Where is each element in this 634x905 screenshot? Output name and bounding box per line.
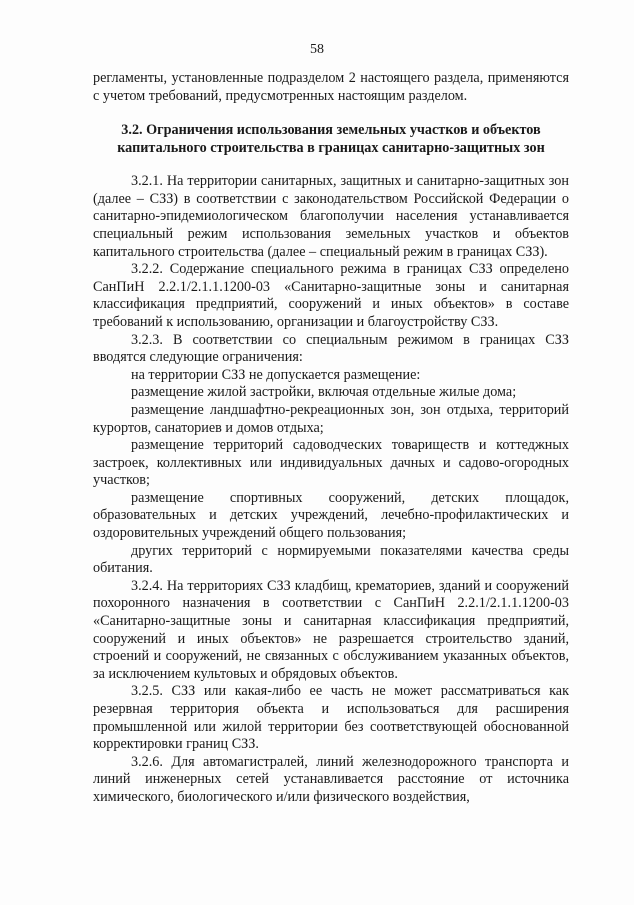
restriction-item: размещение жилой застройки, включая отдельные жилые дома; [131,384,517,401]
paragraph-3-2-4: 3.2.4. На территориях СЗЗ кладбищ, крематориев, зданий и сооружений похоронного назначения в соответствии с СанПиН 2.2.1/2.1.1.1200-03 «Санитарно-защитные зоны и санитарная классификация предприятий, сооружений и иных объектов» не разрешается строительство зданий, строений и сооружений, не связанных с обслуживанием указанных объектов, за исключением культовых и обрядовых объектов. [93,577,569,682]
restriction-item: размещение территорий садоводческих товариществ и коттеджных застроек, коллективных или индивидуальных дачных и садово-огородных участков; [93,437,569,489]
section-heading: 3.2. Ограничения использования земельных участков и объектов капитального строительства в границах санитарно-защитных зон [117,122,545,157]
restriction-item: размещение ландшафтно-рекреационных зон, зон отдыха, территорий курортов, санаториев и домов отдыха; [93,401,569,436]
paragraph-3-2-3: 3.2.3. В соответствии со специальным режимом в границах СЗЗ вводятся следующие ограничения: [93,331,569,366]
restriction-item: других территорий с нормируемыми показателями качества среды обитания. [93,542,569,577]
restriction-item: размещение спортивных сооружений, детских площадок, образовательных и детских учреждений, лечебно-профилактических и оздоровительных учреждений общего пользования; [93,489,569,542]
restriction-intro: на территории СЗЗ не допускается размещение: [131,366,421,383]
paragraph-3-2-2: 3.2.2. Содержание специального режима в границах СЗЗ определено СанПиН 2.2.1/2.1.1.1200-03 «Санитарно-защитные зоны и санитарная классификация предприятий, сооружений и иных объектов» в составе требований к использованию, организации и благоустройству СЗЗ. [93,261,569,330]
paragraph-3-2-1: 3.2.1. На территории санитарных, защитных и санитарно-защитных зон (далее – СЗЗ) в соответствии с законодательством Российской Федерации о санитарно-эпидемиологическом благополучии населения устанавливается специальный режим использования земельных участков и объектов капитального строительства (далее – специальный режим в границах СЗЗ). [93,173,569,260]
document-body [93,70,569,807]
paragraph-3-2-5: 3.2.5. СЗЗ или какая-либо ее часть не может рассматриваться как резервная территория объекта и использоваться для расширения промышленной или жилой территории без соответствующей обоснованной корректировки границ СЗЗ. [93,683,569,753]
paragraph-3-2-6: 3.2.6. Для автомагистралей, линий железнодорожного транспорта и линий инженерных сетей устанавливается расстояние от источника химического, биологического и/или физического воздействия, [93,753,569,805]
page-number: 58 [310,42,324,57]
intro-paragraph: регламенты, установленные подразделом 2 настоящего раздела, применяются с учетом требований, предусмотренных настоящим разделом. [93,70,569,104]
